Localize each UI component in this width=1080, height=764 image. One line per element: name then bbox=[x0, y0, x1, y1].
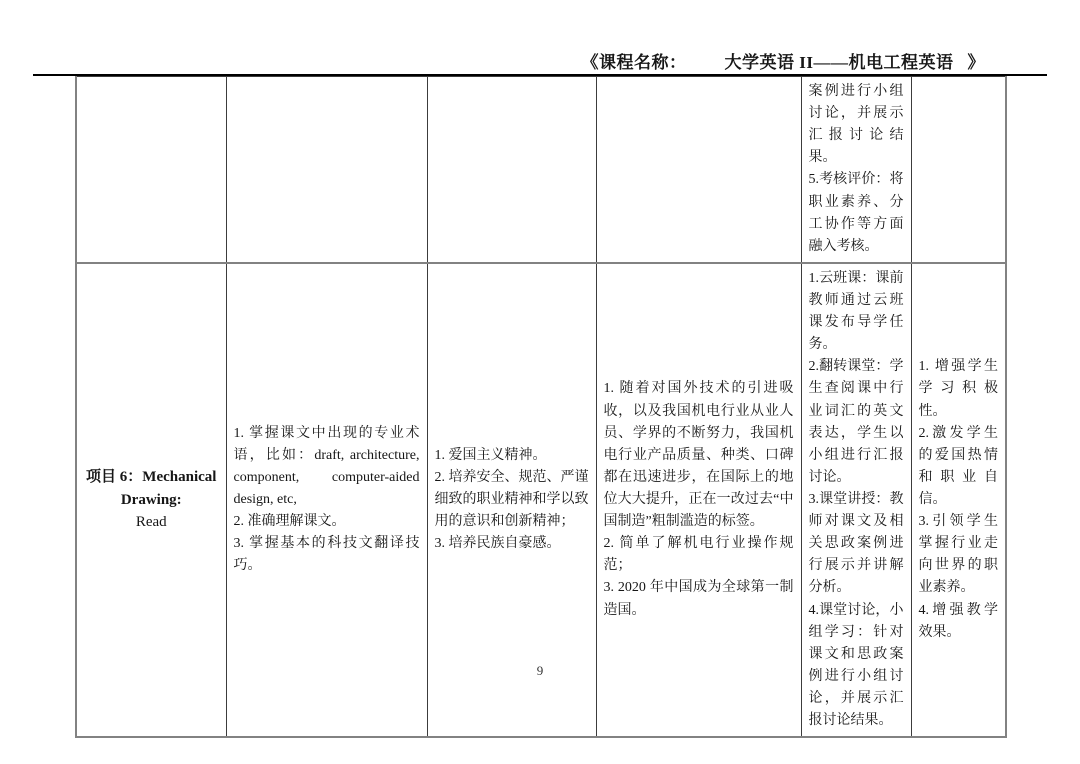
project-subtitle: Read bbox=[135, 514, 167, 531]
ideology-content-item: 3. 2020 年中国成为全球第一制造国。 bbox=[603, 580, 794, 618]
expected-effect-item: 3.引领学生掌握行业走向世界的职业素养。 bbox=[918, 514, 998, 596]
carryover-knowledge-cell-empty bbox=[226, 77, 427, 263]
carryover-ideology-objectives-cell-empty bbox=[427, 77, 596, 263]
knowledge-objective-item: 2. 准确理解课文。 bbox=[233, 514, 346, 530]
expected-effect-item: 4.增强教学效果。 bbox=[918, 602, 998, 640]
course-title-label: 《课程名称： bbox=[581, 53, 687, 72]
ideology-objective-item: 3. 培养民族自豪感。 bbox=[434, 536, 561, 552]
teaching-method-item: 1.云班课：课前教师通过云班课发布导学任务。 bbox=[808, 270, 904, 353]
table-row-carryover bbox=[76, 77, 1006, 263]
teaching-method-item: 3.课堂讲授：教师对课文及相关思政案例进行展示并讲解分析。 bbox=[808, 491, 904, 596]
course-title-close: 》 bbox=[967, 53, 985, 72]
project-title: 项目 6：Mechanical Drawing: bbox=[86, 469, 217, 508]
knowledge-objective-item: 3. 掌握基本的科技文翻译技巧。 bbox=[233, 536, 420, 574]
course-title-header bbox=[582, 48, 985, 75]
expected-effect-item: 1. 增强学生学习积极性。 bbox=[918, 359, 998, 419]
ideology-objective-item: 1. 爱国主义精神。 bbox=[434, 447, 547, 463]
carryover-methods-line: 案例进行小组讨论，并展示汇报讨论结果。 bbox=[808, 84, 904, 166]
carryover-ideology-content-cell-empty bbox=[596, 77, 801, 263]
course-title-name: 大学英语 II——机电工程英语 bbox=[687, 48, 968, 75]
ideology-objective-item: 2. 培养安全、规范、严谨细致的职业精神和学以致用的意识和创新精神； bbox=[434, 469, 589, 530]
teaching-method-item: 2.翻转课堂：学生查阅课中行业词汇的英文表达，学生以小组进行汇报讨论。 bbox=[808, 359, 904, 485]
carryover-methods-line: 5.考核评价：将职业素养、分工协作等方面融入考核。 bbox=[808, 172, 904, 254]
ideology-content-item: 1. 随着对国外技术的引进吸收，以及我国机电行业从业人员、学界的不断努力，我国机电行业产品质量、种类、口碑都在迅速进步，在国际上的地位大大提升，正在一改过去“中国制造”粗制滥造的标签。 bbox=[603, 381, 794, 530]
carryover-teaching-methods-cell bbox=[801, 77, 911, 263]
carryover-project-cell-empty bbox=[76, 77, 226, 263]
knowledge-objective-item: 1. 掌握课文中出现的专业术语，比如：draft, architecture, component, computer-aided design, etc, bbox=[233, 425, 420, 507]
carryover-expected-effects-cell-empty bbox=[911, 77, 1006, 263]
page-number: 9 bbox=[536, 663, 544, 678]
ideology-content-item: 2. 简单了解机电行业操作规范； bbox=[603, 536, 794, 574]
expected-effect-item: 2.激发学生的爱国热情和职业自信。 bbox=[918, 425, 998, 507]
syllabus-table bbox=[75, 76, 1007, 738]
teaching-method-item: 4.课堂讨论，小组学习：针对课文和思政案例进行小组讨论，并展示汇报讨论结果。 bbox=[808, 602, 904, 729]
